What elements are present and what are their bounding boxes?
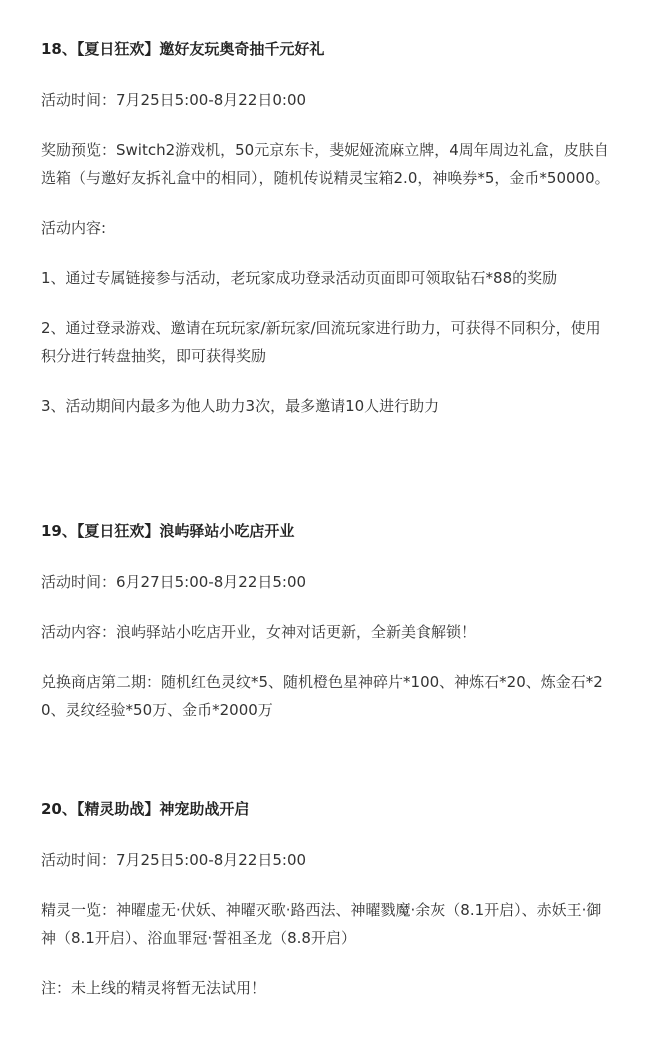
event-section-18 xyxy=(41,36,611,420)
event-heading: 18、【夏日狂欢】邀好友玩奥奇抽千元好礼 xyxy=(41,40,325,58)
event-content-label: 活动内容: xyxy=(41,219,107,237)
event-rule-3: 3、活动期间内最多为他人助力3次，最多邀请10人进行助力 xyxy=(41,397,440,415)
event-section-19 xyxy=(41,518,611,724)
event-rule-1: 1、通过专属链接参与活动，老玩家成功登录活动页面即可领取钻石*88的奖励 xyxy=(41,269,558,287)
reward-preview: 奖励预览：Switch2游戏机，50元京东卡，斐妮娅流麻立牌，4周年周边礼盒，皮肤自选箱（与邀好友拆礼盒中的相同），随机传说精灵宝箱2.0，神唤券*5，金币*50000。 xyxy=(41,141,610,187)
event-time: 活动时间：6月27日5:00-8月22日5:00 xyxy=(41,573,307,591)
event-time: 活动时间：7月25日5:00-8月22日5:00 xyxy=(41,851,307,869)
event-heading: 20、【精灵助战】神宠助战开启 xyxy=(41,800,250,818)
spirit-list: 精灵一览：神曜虚无·伏妖、神曜灭歌·路西法、神曜戮魔·余灰（8.1开启）、赤妖王·御神（8.1开启）、浴血罪冠·誓祖圣龙（8.8开启） xyxy=(41,901,602,947)
note: 注：未上线的精灵将暂无法试用！ xyxy=(41,979,267,997)
event-section-20 xyxy=(41,796,611,1002)
event-heading: 19、【夏日狂欢】浪屿驿站小吃店开业 xyxy=(41,522,295,540)
event-rule-2: 2、通过登录游戏、邀请在玩玩家/新玩家/回流玩家进行助力，可获得不同积分，使用积分进行转盘抽奖，即可获得奖励 xyxy=(41,319,601,365)
exchange-shop: 兑换商店第二期：随机红色灵纹*5、随机橙色星神碎片*100、神炼石*20、炼金石*20、灵纹经验*50万、金币*2000万 xyxy=(41,673,603,719)
event-time: 活动时间：7月25日5:00-8月22日0:00 xyxy=(41,91,307,109)
event-content: 活动内容：浪屿驿站小吃店开业，女神对话更新，全新美食解锁！ xyxy=(41,623,477,641)
